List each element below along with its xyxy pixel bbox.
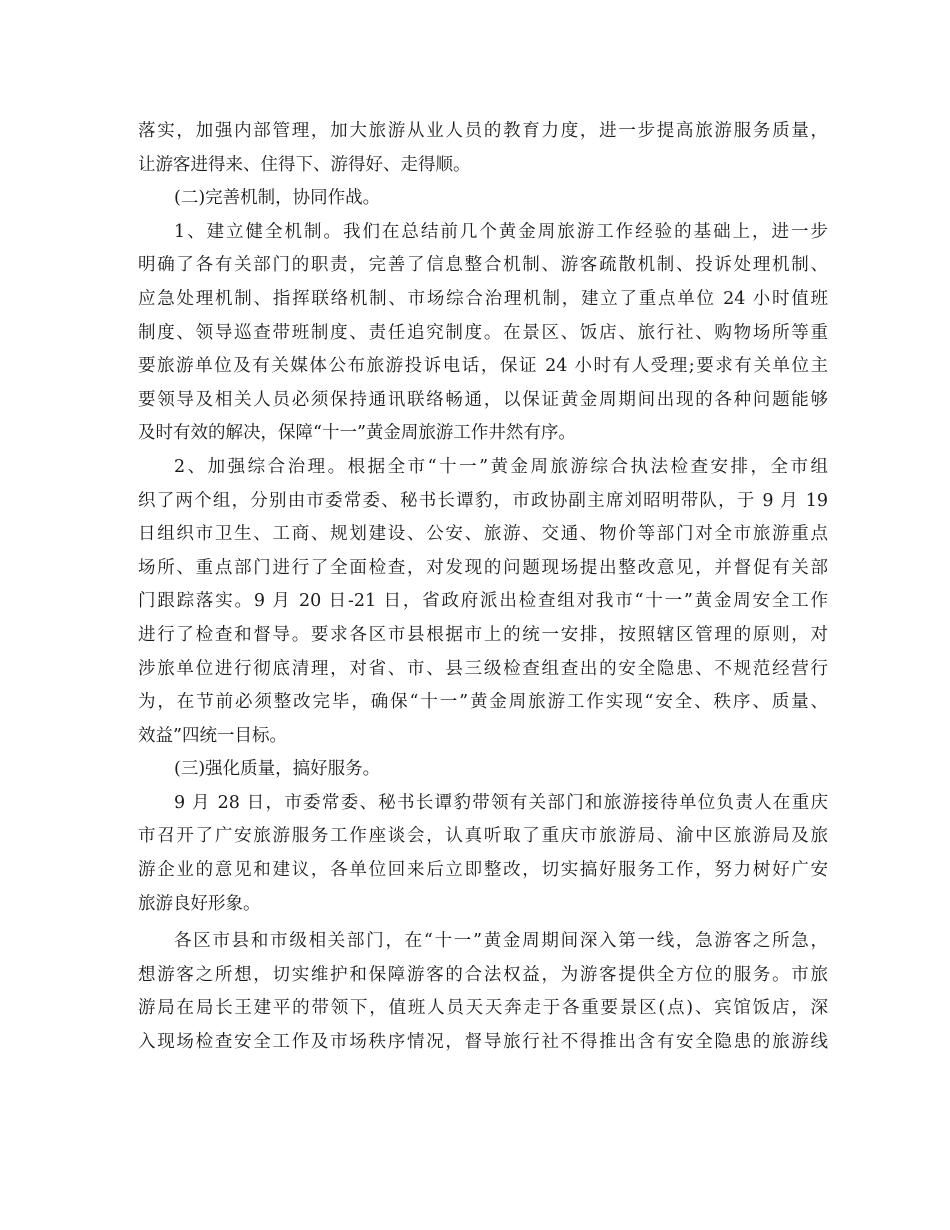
text-line: 1、建立健全机制。我们在总结前几个黄金周旅游工作经验的基础上，进一步 bbox=[174, 221, 828, 242]
text-line: 织了两个组，分别由市委常委、秘书长谭豹，市政协副主席刘昭明带队，于 9 月 19 bbox=[138, 490, 828, 511]
text-line: 市召开了广安旅游服务工作座谈会，认真听取了重庆市旅游局、渝中区旅游局及旅 bbox=[138, 826, 828, 847]
text-line: 进行了检查和督导。要求各区市县根据市上的统一安排，按照辖区管理的原则，对 bbox=[138, 624, 828, 645]
text-line: 9 月 28 日，市委常委、秘书长谭豹带领有关部门和旅游接待单位负责人在重庆 bbox=[174, 792, 828, 813]
text-line: 及时有效的解决，保障“十一”黄金周旅游工作井然有序。 bbox=[138, 423, 576, 444]
text-line: 各区市县和市级相关部门，在“十一”黄金周期间深入第一线，急游客之所急， bbox=[174, 931, 828, 952]
document-body bbox=[138, 115, 828, 1060]
text-line: 旅游良好形象。 bbox=[138, 893, 261, 914]
text-line: 门跟踪落实。9 月 20 日-21 日，省政府派出检查组对我市“十一”黄金周安全工作 bbox=[138, 591, 828, 612]
text-line: 让游客进得来、住得下、游得好、走得顺。 bbox=[138, 154, 471, 175]
text-line: (三)强化质量，搞好服务。 bbox=[174, 759, 381, 780]
text-line: 明确了各有关部门的职责，完善了信息整合机制、游客疏散机制、投诉处理机制、 bbox=[138, 255, 828, 276]
text-line: 为，在节前必须整改完毕，确保“十一”黄金周旅游工作实现“安全、秩序、质量、 bbox=[138, 692, 828, 713]
text-line: 场所、重点部门进行了全面检查，对发现的问题现场提出整改意见，并督促有关部 bbox=[138, 557, 828, 578]
text-line: 效益”四统一目标。 bbox=[138, 725, 287, 746]
text-line: (二)完善机制，协同作战。 bbox=[174, 188, 381, 209]
text-line: 2、加强综合治理。根据全市“十一”黄金周旅游综合执法检查安排，全市组 bbox=[174, 456, 828, 477]
text-line: 要领导及相关人员必须保持通讯联络畅通，以保证黄金周期间出现的各种问题能够 bbox=[138, 389, 828, 410]
text-line: 应急处理机制、指挥联络机制、市场综合治理机制，建立了重点单位 24 小时值班 bbox=[138, 288, 828, 309]
text-line: 入现场检查安全工作及市场秩序情况，督导旅行社不得推出含有安全隐患的旅游线 bbox=[138, 1032, 828, 1053]
text-line: 涉旅单位进行彻底清理，对省、市、县三级检查组查出的安全隐患、不规范经营行 bbox=[138, 658, 828, 679]
text-line: 想游客之所想，切实维护和保障游客的合法权益，为游客提供全方位的服务。市旅 bbox=[138, 964, 828, 985]
text-line: 游企业的意见和建议，各单位回来后立即整改，切实搞好服务工作，努力树好广安 bbox=[138, 860, 828, 881]
text-line: 制度、领导巡查带班制度、责任追究制度。在景区、饭店、旅行社、购物场所等重 bbox=[138, 322, 828, 343]
text-line: 日组织市卫生、工商、规划建设、公安、旅游、交通、物价等部门对全市旅游重点 bbox=[138, 524, 828, 545]
text-line: 游局在局长王建平的带领下，值班人员天天奔走于各重要景区(点)、宾馆饭店，深 bbox=[138, 998, 828, 1019]
text-line: 要旅游单位及有关媒体公布旅游投诉电话，保证 24 小时有人受理;要求有关单位主 bbox=[138, 356, 828, 377]
text-line: 落实，加强内部管理，加大旅游从业人员的教育力度，进一步提高旅游服务质量， bbox=[138, 121, 828, 141]
